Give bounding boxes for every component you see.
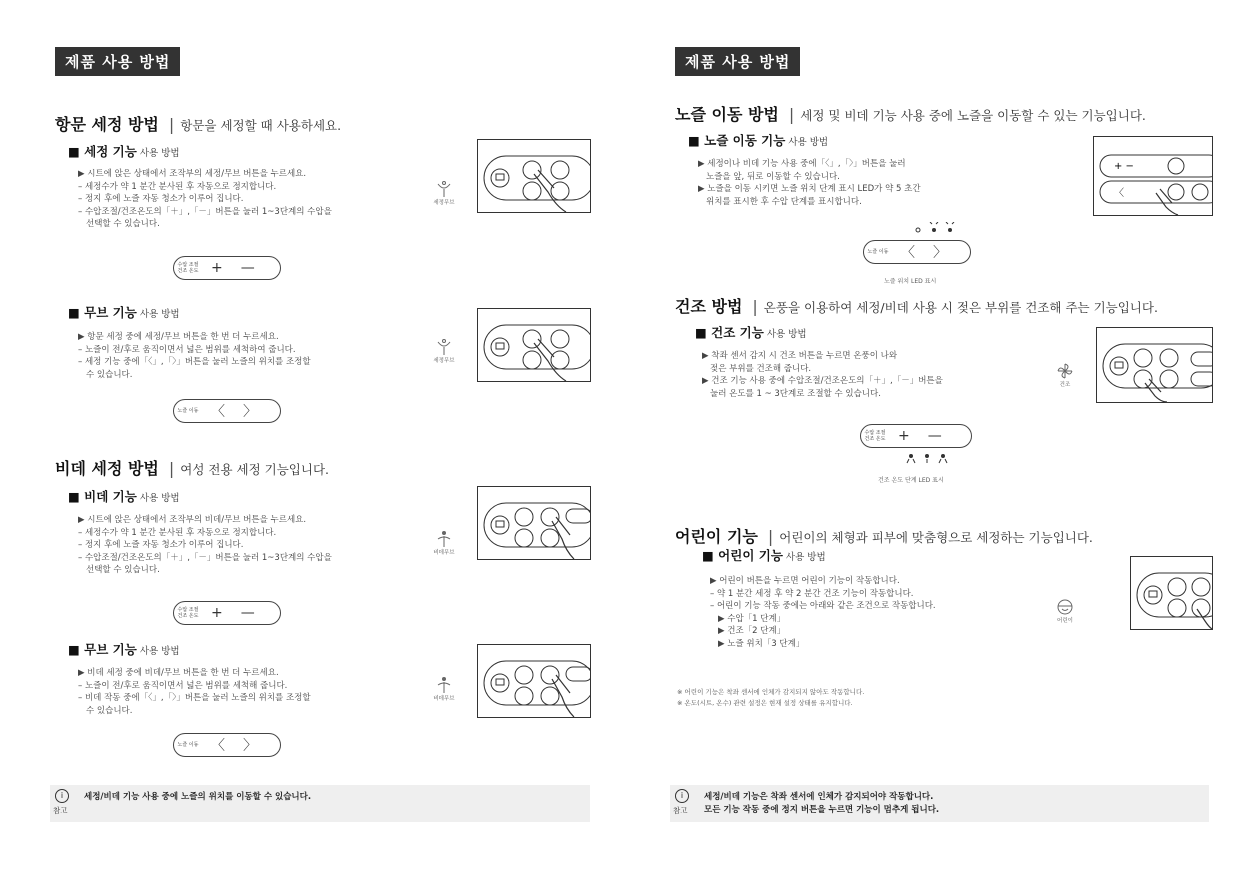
svg-text:〈: 〈 (1114, 188, 1124, 199)
remote-illustration (477, 486, 591, 560)
page-header: 제품 사용 방법 (55, 47, 180, 76)
kids-icon: 어린이 (1048, 598, 1082, 624)
remote-illustration (1130, 556, 1213, 630)
right-page (620, 0, 1220, 879)
subsection-title-nozzle-move: ■ 노즐 이동 기능 사용 방법 (688, 133, 829, 148)
info-icon: i (55, 789, 69, 803)
section-title-nozzle-move: 노즐 이동 방법 | 세정 및 비데 기능 사용 중에 노즐을 이동할 수 있는 기능입니다. (675, 105, 1146, 124)
kids-description: ▶ 어린이 버튼을 누르면 어린이 기능이 작동합니다. – 약 1 분간 세정 후 약 2 분간 건조 기능이 작동합니다. – 어린이 기능 작동 중에는 아래와 같은 조건으로 작동합니다. ▶ 수압「1 단계」 ▶ 건조「2 단계」 ▶ 노즐 위치「3 단계」 (710, 576, 936, 649)
reference-note: i 참고 세정/비데 기능은 착좌 센서에 인체가 감지되어야 작동합니다. 모든 기능 작동 중에 정지 버튼을 누르면 기능이 멈추게 됩니다. (670, 785, 1209, 822)
section-title-dry: 건조 방법 | 온풍을 이용하여 세정/비데 사용 시 젖은 부위를 건조해 주는 기능입니다. (675, 297, 1158, 316)
dry-description: ▶ 착좌 센서 감지 시 건조 버튼을 누르면 온풍이 나와 젖은 부위를 건조해 줍니다. ▶ 건조 기능 사용 중에 수압조절/건조온도의「＋」,「－」버튼을 눌러 온도를 1 ~ 3단계로 조절할 수 있습니다. (702, 351, 943, 399)
subsection-title-kids: ■ 어린이 기능 사용 방법 (702, 548, 826, 563)
subsection-title-wash: ■ 세정 기능 사용 방법 (68, 144, 180, 159)
left-page (0, 0, 600, 879)
led-indicator-icon (910, 222, 960, 236)
subsection-title-dry: ■ 건조 기능 사용 방법 (695, 325, 807, 340)
nozzle-move-description: ▶ 세정이나 비데 기능 사용 중에「〈」,「〉」버튼을 눌러 노즐을 앞, 뒤로 이동할 수 있습니다. ▶ 노즐을 이동 시키면 노즐 위치 단계 표시 LED가 약 5 초간 위치를 표시한 후 수압 단계를 표시합니다. (698, 159, 921, 207)
move-description: ▶ 항문 세정 중에 세정/무브 버튼을 한 번 더 누르세요. – 노즐이 전/후로 움직이면서 넓은 범위를 세척하여 줍니다. – 세정 기능 중에「〈」,「〉」버튼을 눌러 노즐의 위치를 조정할 수 있습니다. (78, 332, 311, 380)
remote-illustration (477, 644, 591, 718)
pressure-temp-button-pill: 수압 조절 건조 온도 + — (173, 256, 281, 280)
kids-footnotes: ※ 어린이 기능은 착좌 센서에 인체가 감지되지 않아도 작동합니다. ※ 온도(시트, 온수) 관련 설정은 현재 설정 상태를 유지합니다. (677, 688, 865, 707)
remote-illustration (477, 308, 591, 382)
bidet-move-icon: 비데무브 (427, 530, 461, 556)
info-icon: i (675, 789, 689, 803)
pressure-temp-button-pill: 수압 조절 건조 온도 + — (173, 601, 281, 625)
section-title-kids: 어린이 기능 | 어린이의 체형과 피부에 맞춤형으로 세정하는 기능입니다. (675, 527, 1093, 546)
section-title-anal-wash: 항문 세정 방법 | 항문을 세정할 때 사용하세요. (55, 115, 342, 134)
page-header: 제품 사용 방법 (675, 47, 800, 76)
bidet-move-icon: 비데무브 (427, 676, 461, 702)
subsection-title-bidet: ■ 비데 기능 사용 방법 (68, 489, 180, 504)
led-caption: 노즐 위치 LED 표시 (884, 278, 937, 285)
svg-text:+ −: + − (1114, 161, 1134, 172)
nozzle-move-button-pill: 노즐 이동 〈 〉 (173, 733, 281, 757)
led-caption: 건조 온도 단계 LED 표시 (878, 477, 944, 484)
wash-move-icon: 세정무브 (427, 180, 461, 206)
led-indicator-icon (903, 450, 953, 464)
dry-icon: 건조 (1048, 362, 1082, 388)
reference-note: i 참고 세정/비데 기능 사용 중에 노즐의 위치를 이동할 수 있습니다. (50, 785, 590, 822)
nozzle-move-button-pill: 노즐 이동 〈 〉 (863, 240, 971, 264)
section-title-bidet-wash: 비데 세정 방법 | 여성 전용 세정 기능입니다. (55, 459, 330, 478)
wash-description: ▶ 시트에 앉은 상태에서 조작부의 세정/무브 버튼을 누르세요. – 세정수가 약 1 분간 분사된 후 자동으로 정지합니다. – 정지 후에 노즐 자동 청소가 이루어 집니다. – 수압조절/건조온도의「＋」,「－」버튼을 눌러 1~3단계의 수압을 선택할 수 있습니다. (78, 169, 332, 229)
remote-illustration (1096, 327, 1213, 403)
nozzle-move-button-pill: 노즐 이동 〈 〉 (173, 399, 281, 423)
wash-move-icon: 세정무브 (427, 338, 461, 364)
pressure-temp-button-pill: 수압 조절 건조 온도 + — (860, 424, 972, 448)
bidet-description: ▶ 시트에 앉은 상태에서 조작부의 비데/무브 버튼을 누르세요. – 세정수가 약 1 분간 분사된 후 자동으로 정지합니다. – 정지 후에 노즐 자동 청소가 이루어 집니다. – 수압조절/건조온도의「＋」,「－」버튼을 눌러 1~3단계의 수압을 선택할 수 있습니다. (78, 515, 332, 575)
subsection-title-bidet-move: ■ 무브 기능 사용 방법 (68, 642, 180, 657)
remote-illustration (477, 139, 591, 213)
remote-illustration (1093, 136, 1213, 216)
bidet-move-description: ▶ 비데 세정 중에 비데/무브 버튼을 한 번 더 누르세요. – 노즐이 전/후로 움직이면서 넓은 범위를 세척해 줍니다. – 비데 작동 중에「〈」,「〉」버튼을 눌러 노즐의 위치를 조정할 수 있습니다. (78, 668, 311, 716)
subsection-title-move: ■ 무브 기능 사용 방법 (68, 305, 180, 320)
